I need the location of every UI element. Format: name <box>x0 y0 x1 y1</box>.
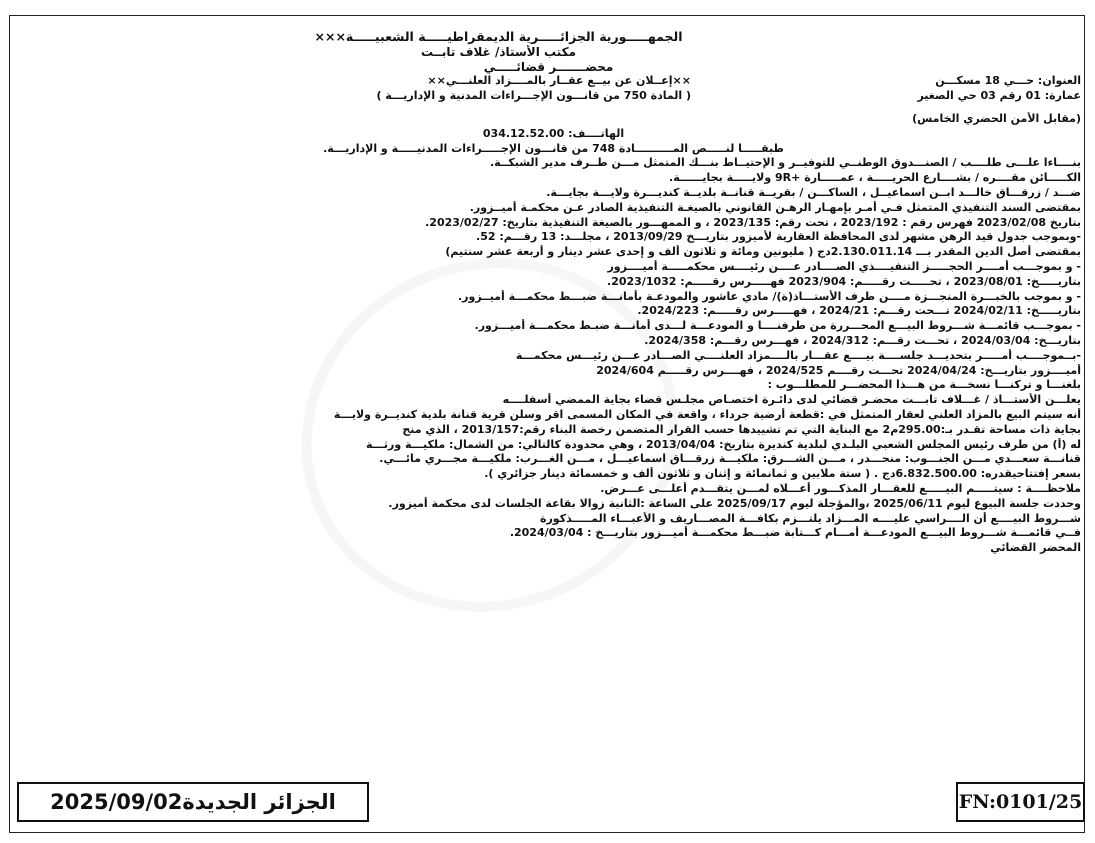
body-line: -بــموجــــب أمـــــر بتحديـــد جلســــة بيــــع عقـــار بالــــمزاد العلنــــي الصـــادر عـــن رئيـــس محكمـــة <box>515 348 1081 362</box>
body-line: أنه سيتم البيع بالمزاد العلني لعقار المتمثل في :قطعة أرضية جرداء ، واقعة في المكان المسمى اقر وسلن قرية قنانة بلدية كنديــرة ولايـــة <box>333 407 1081 421</box>
address-row-2 <box>26 89 1081 104</box>
file-number-box: FN:0101/25 <box>956 782 1085 822</box>
body-line: -وبموجب جدول قيد الرهن مشهر لدى المحافظة العقارية لأميزور بتاريـــخ 2013/09/29 ، مجلـــد: 13 رقـــم: 52. <box>476 230 1081 244</box>
office-name: مكتب الأستاذ/ غلاف تابــت <box>420 44 576 59</box>
phone-number: الهاتــــف: 034.12.52.00 <box>482 126 625 140</box>
address-building: عمارة: 01 رقم 03 حي الصغير <box>917 89 1081 103</box>
body-line: بمقتضى السند التنفيذي المتمثل فـي أمـر بإمهـار الرهـن القانوني بالصيغـة التنفيذية الصادر عـن محكمـة أميــزور. <box>469 200 1081 214</box>
body-line: ملاحظــــة : سيتـــــم البيـــــع للعقـــار المذكـــور أعـــلاه لمـــن يتقـــدم أعلـــى عـــرض. <box>600 481 1081 495</box>
landmark: (مقابل الأمن الحضري الخامس) <box>912 111 1081 125</box>
body-line: وحددت جلسة البيوع ليوم 2025/06/11 ،والمؤجلة ليوم 2025/09/17 على الساعة :الثانية زوالا بقاعة الجلسات لدى محكمة أميزور. <box>388 496 1081 510</box>
body-line: قنانـــة سعـــدي مـــن الجنـــوب: منحـــدر ، مـــن الشـــرق: ملكيـــة زرقـــاق اسماعيـــل ، مـــن الغـــرب: ملكيـــة مجـــري مائـــي. <box>379 452 1081 466</box>
body-line: بتاريخ 2023/02/08 فهرس رقم : 2023/192 ، تحت رقم: 2023/135 ، و الممهـــور بالصيغة التنفيذية بتاريخ: 2023/02/27. <box>425 215 1081 229</box>
body-line: بمقتضى أصل الدين المقدر بـــ 2.130.011.14دج ( مليونين ومائة و ثلاثون ألف و إحدى عشر دينار و أربعة عشر سنتيم) <box>445 245 1081 259</box>
body-line: بجاية ذات مساحة تقـدر بـ:295.00م2 مع البناية التي تم تشييدها حسب القرار المتضمن رخصة البناء رقم:2013/157 ، الذي منح <box>402 422 1081 436</box>
body-line: - و بموجب بالخبـــرة المنجـــزة مــــن طرف الأستـــاذ(ة)/ مادي عاشور والمودعـة بأمانـــة ضبـــط محكمـــة أميــزور. <box>457 289 1081 303</box>
footer <box>9 782 1085 825</box>
body-line: طبقـــــا لنـــــص المــــــــــادة 748 من قانـــون الإجـــــراءات المدنيـــــة و الإداريـــة. <box>323 141 784 155</box>
body-line: - و بموجـــب أمــــر الحجـــــز التنفيــــذي الصــــادر عــــن رئيــــس محكمـــــة أميــــزور <box>607 259 1081 273</box>
body-line: الكـــــائن مقــــره / بشــــارع الحريـــــة ، عمـــــارة +9R ولايـــــة بجايــــــة. <box>669 171 1081 185</box>
notice-article: ( المادة 750 من قانـــون الإجـــراءات المدنية و الإداريـــة ) <box>376 89 691 103</box>
body-line: - بموجـــب قائمـــة شـــروط البيـــع المحـــررة من طرفنــــا و المودعـــة لـــدى أمانـــة ضبـط محكمـــة أميـــزور. <box>474 319 1081 333</box>
legal-notice <box>26 30 1081 556</box>
body-line: بلغنـــا و تركنـــا نسخـــة من هـــذا المحضـــر للمطلـــوب : <box>767 378 1081 392</box>
body-line: بنــــاءا علـــى طلــــب / الصنـــدوق الوطنــي للتوفيــر و الإحتيــاط بنـــك المتمثل مـــن طــرف مدير الشبكــة. <box>489 156 1081 170</box>
body-line: بتاريـــــخ: 2023/08/01 ، تحـــــت رقـــــم: 2023/904 فهـــــرس رقـــــم: 2023/1032. <box>607 274 1081 288</box>
body-line: يعلـــن الأستـــاذ / غـــلاف تابـــت محضـر قضائي لدى دائـرة اختصـاص مجلـس قضاء بجاية الممضي أسفلــــه <box>502 393 1081 407</box>
body-line: أميــــزور بتاريـــخ: 2024/04/24 تحـــت رقــــم 2024/525 ، فهــــرس رقـــــم 2024/604 <box>596 363 1081 377</box>
address-row <box>26 74 1081 89</box>
notice-body <box>26 142 1081 556</box>
republic-heading: الجمهـــــورية الجزائـــــرية الديمقراطيـــــة الشعبيـــــة××× <box>314 30 683 44</box>
body-line: شـــروط البيــــع أن الــــراسي عليــــه المـــزاد يلتـــزم بكافـــة المصـــاريف و الأعبـــاء المـــــذكورة <box>539 511 1081 525</box>
body-line: له (أ) من طرف رئيس المجلس الشعبي البلـدي لبلدية كنديرة بتاريخ: 2013/04/04 ، وهي محدودة كالتالي: من الشمال: ملكيـــة ورثـــة <box>365 437 1081 451</box>
body-line: ضـــد / زرقـــاق خالـــد ابــن اسماعيــل ، الساكـــن / بقريــة قنانــة بلديــة كنديـــرة ولايـــة بجايـــة. <box>546 185 1081 199</box>
body-line: بتاريـــخ: 2024/03/04 ، تحـــت رقـــم: 2024/312 ، فهـــرس رقـــم: 2024/358. <box>644 333 1081 347</box>
body-line: بسعر إفتتاحيقدره: 6.832.500.00دج . ( ستة ملايين و ثمانمائة و إثنان و ثلاثون ألف و خمسمائة دينار جزائري ). <box>484 467 1081 481</box>
body-line: بتاريـــــخ: 2024/02/11 تـــحت رقـــم: 2024/21 ، فهـــــرس رقـــــم: 2024/223. <box>637 304 1081 318</box>
bailiff-title: محضـــــــر قضائـــــي <box>483 59 614 74</box>
body-line: فــي قائمـــة شـــروط البيـــع المودعـــة أمـــام كـــتابة ضبـــط محكمـــة أميـــزور بتاريـــخ : 2024/03/04. <box>509 526 1081 540</box>
address-label: العنوان: حـــي 18 مسكـــن <box>935 74 1081 88</box>
body-line: المحضر القضائي <box>990 541 1081 555</box>
newspaper-date-box: الجزائر الجديدة2025/09/02 <box>17 782 369 822</box>
notice-title: ××إعــلان عن بيــع عقــار بالمــــزاد العلنـــي×× <box>427 74 691 88</box>
